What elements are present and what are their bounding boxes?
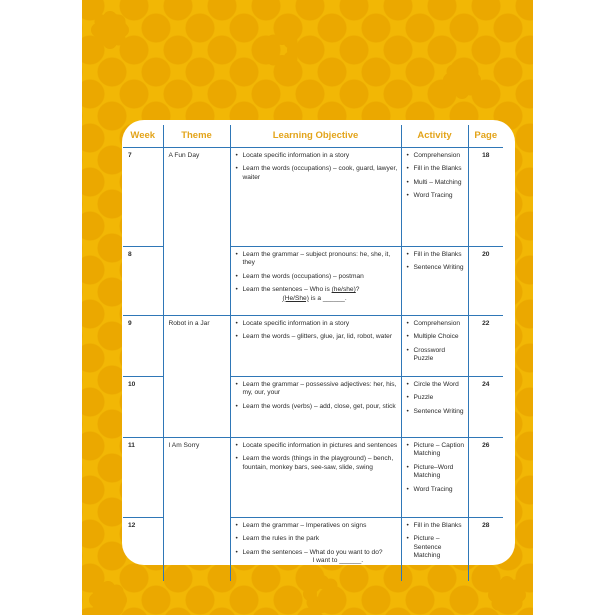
theme-name: I Am Sorry	[163, 437, 230, 581]
table-header-row	[123, 125, 503, 147]
objectives-cell	[230, 147, 401, 246]
objectives-cell	[230, 246, 401, 315]
objective-item: • Learn the sentences – What do you want to do? I want to ______.	[236, 549, 398, 566]
page-number: 26	[468, 437, 503, 517]
objectives-cell	[230, 517, 401, 581]
theme-name: Robot in a Jar	[163, 315, 230, 437]
activity-item: • Circle the Word	[407, 381, 465, 390]
activity-item: • Comprehension	[407, 320, 465, 329]
objective-item: • Learn the words (occupations) – cook, guard, lawyer, waiter	[236, 165, 398, 182]
week-number: 7	[128, 151, 132, 159]
objective-item: • Learn the grammar – subject pronouns: he, she, it, they	[236, 251, 398, 268]
objective-item: • Locate specific information in a story	[236, 152, 398, 161]
objectives-cell	[230, 376, 401, 437]
page-number: 28	[468, 517, 503, 581]
activity-item: • Fill in the Blanks	[407, 251, 465, 260]
table-row	[123, 315, 503, 376]
week-number: 9	[123, 315, 163, 376]
activities-cell	[401, 315, 468, 376]
activity-item: • Fill in the Blanks	[407, 165, 465, 174]
activity-item: • Crossword Puzzle	[407, 347, 465, 364]
header-activity: Activity	[401, 125, 468, 147]
flower-decoration-icon	[487, 575, 527, 615]
table-row	[123, 147, 503, 246]
week-number: 11	[123, 437, 163, 517]
page-number: 20	[468, 246, 503, 315]
activities-cell	[401, 246, 468, 315]
objective-item: • Learn the words (things in the playground) – bench, fountain, monkey bars, see-saw, slide, swing	[236, 455, 398, 472]
activity-item: • Sentence Writing	[407, 264, 465, 273]
objectives-cell	[230, 315, 401, 376]
activity-item: • Fill in the Blanks	[407, 522, 465, 531]
page-number: 18	[468, 147, 503, 246]
activity-item: • Word Tracing	[407, 486, 465, 495]
theme-name: A Fun Day	[163, 147, 230, 315]
page-number: 22	[468, 315, 503, 376]
activities-cell	[401, 376, 468, 437]
page-number: 24	[468, 376, 503, 437]
week-number: 10	[123, 376, 163, 437]
objective-item: • Locate specific information in a story	[236, 320, 398, 329]
schedule-table	[123, 125, 503, 581]
activities-cell	[401, 517, 468, 581]
activity-item: • Picture–Word Matching	[407, 464, 465, 481]
week-number: 12	[123, 517, 163, 581]
header-page: Page	[468, 125, 503, 147]
flower-decoration-icon	[88, 580, 128, 615]
flower-decoration-icon	[262, 30, 302, 70]
activity-item: • Picture – Caption Matching	[407, 442, 465, 459]
objective-item: • Locate specific information in pictures and sentences	[236, 442, 398, 451]
objective-item: • Learn the sentences – Who is (he/she)? (He/She) is a ______.	[236, 286, 398, 303]
activity-item: • Puzzle	[407, 394, 465, 403]
activity-item: • Picture – Sentence Matching	[407, 535, 465, 561]
objective-item: • Learn the grammar – Imperatives on signs	[236, 522, 398, 531]
objective-item: • Learn the rules in the park	[236, 535, 398, 544]
table-row	[123, 437, 503, 517]
activity-item: • Word Tracing	[407, 192, 465, 201]
header-week: Week	[130, 129, 156, 141]
activity-item: • Multiple Choice	[407, 333, 465, 342]
activities-cell	[401, 147, 468, 246]
activities-cell	[401, 437, 468, 517]
flower-decoration-icon	[442, 60, 482, 100]
header-learning-objective: Learning Objective	[230, 125, 401, 147]
activity-item: • Sentence Writing	[407, 408, 465, 417]
week-number: 8	[123, 246, 163, 315]
objective-item: • Learn the words (verbs) – add, close, get, pour, stick	[236, 403, 398, 412]
activity-item: • Multi – Matching	[407, 179, 465, 188]
objective-item: • Learn the grammar – possessive adjectives: her, his, my, our, your	[236, 381, 398, 398]
objective-item: • Learn the words (occupations) – postman	[236, 273, 398, 282]
activity-item: • Comprehension	[407, 152, 465, 161]
objective-item: • Learn the words – glitters, glue, jar, lid, robot, water	[236, 333, 398, 342]
objectives-cell	[230, 437, 401, 517]
header-theme: Theme	[163, 125, 230, 147]
flower-decoration-icon	[90, 10, 130, 50]
